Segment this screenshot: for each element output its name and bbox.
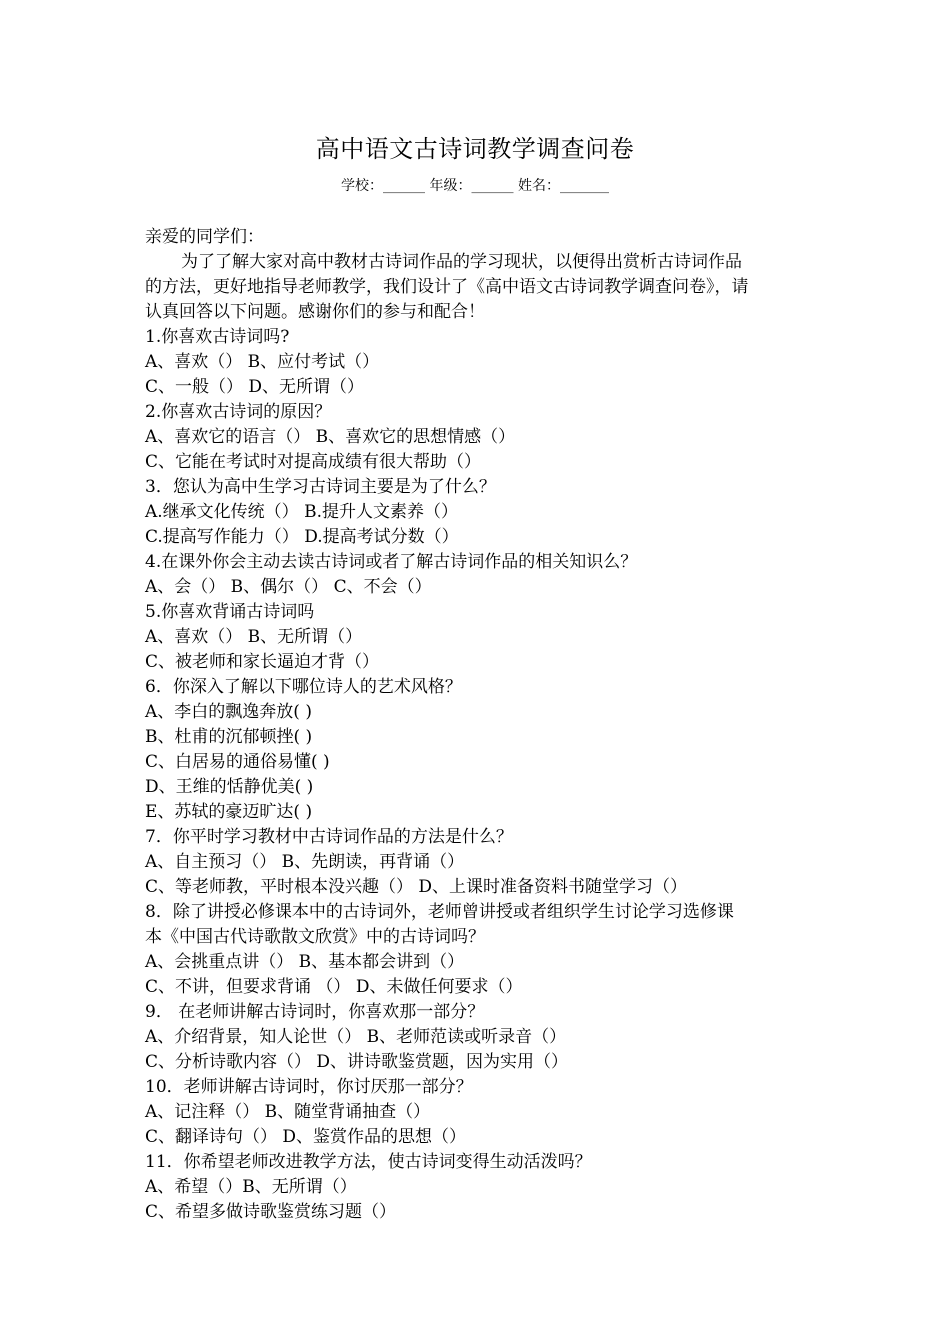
question-5: 5.你喜欢背诵古诗词吗 xyxy=(145,602,315,622)
option-line: E、苏轼的豪迈旷达( ) xyxy=(145,802,313,822)
option-line: A、李白的飘逸奔放( ) xyxy=(145,702,312,722)
options-line: C.提高写作能力（） D.提高考试分数（） xyxy=(145,527,459,547)
options-line: C、分析诗歌内容（） D、讲诗歌鉴赏题，因为实用（） xyxy=(145,1052,569,1072)
question-1: 1.你喜欢古诗词吗? xyxy=(145,327,290,347)
intro-line: 认真回答以下问题。感谢你们的参与和配合！ xyxy=(145,302,485,322)
question-6: 6．你深入了解以下哪位诗人的艺术风格？ xyxy=(145,677,462,697)
question-8: 8．除了讲授必修课本中的古诗词外，老师曾讲授或者组织学生讨论学习选修课 xyxy=(145,902,734,922)
question-11: 11．你希望老师改进教学方法，使古诗词变得生动活泼吗？ xyxy=(145,1152,592,1172)
options-line: C、一般（） D、无所谓（） xyxy=(145,377,365,397)
intro-line: 的方法，更好地指导老师教学，我们设计了《高中语文古诗词教学调查问卷》，请 xyxy=(145,277,749,297)
option-line: C、白居易的通俗易懂( ) xyxy=(145,752,330,772)
options-line: C、它能在考试时对提高成绩有很大帮助（） xyxy=(145,452,482,472)
option-line: D、王维的恬静优美( ) xyxy=(145,777,314,797)
intro-line: 为了了解大家对高中教材古诗词作品的学习现状，以便得出赏析古诗词作品 xyxy=(181,252,742,272)
greeting: 亲爱的同学们： xyxy=(145,227,264,247)
question-2: 2.你喜欢古诗词的原因？ xyxy=(145,402,332,422)
question-3: 3．您认为高中生学习古诗词主要是为了什么？ xyxy=(145,477,496,497)
question-9: 9． 在老师讲解古诗词时，你喜欢那一部分？ xyxy=(145,1002,485,1022)
options-line: C、希望多做诗歌鉴赏练习题（） xyxy=(145,1202,397,1222)
question-4: 4.在课外你会主动去读古诗词或者了解古诗词作品的相关知识么？ xyxy=(145,552,638,572)
options-line: A、介绍背景，知人论世（） B、老师范读或听录音（） xyxy=(145,1027,567,1047)
option-line: B、杜甫的沉郁顿挫( ) xyxy=(145,727,313,747)
options-line: A.继承文化传统（） B.提升人文素养（） xyxy=(145,502,458,522)
options-line: C、被老师和家长逼迫才背（） xyxy=(145,652,380,672)
options-line: A、会挑重点讲（） B、基本都会讲到（） xyxy=(145,952,465,972)
options-line: A、喜欢（） B、无所谓（） xyxy=(145,627,363,647)
options-line: A、喜欢（） B、应付考试（） xyxy=(145,352,380,372)
page-title: 高中语文古诗词教学调查问卷 xyxy=(315,135,635,163)
options-line: A、希望（）B、无所谓（） xyxy=(145,1177,357,1197)
questionnaire-body xyxy=(145,225,810,1225)
options-line: A、会（） B、偶尔（） C、不会（） xyxy=(145,577,432,597)
options-line: A、自主预习（） B、先朗读，再背诵（） xyxy=(145,852,465,872)
options-line: A、记注释（） B、随堂背诵抽查（） xyxy=(145,1102,431,1122)
options-line: C、不讲，但要求背诵 （） D、未做任何要求（） xyxy=(145,977,523,997)
question-10: 10．老师讲解古诗词时，你讨厌那一部分？ xyxy=(145,1077,473,1097)
question-8-continued: 本《中国古代诗歌散文欣赏》中的古诗词吗？ xyxy=(145,927,485,947)
options-line: A、喜欢它的语言（） B、喜欢它的思想情感（） xyxy=(145,427,516,447)
options-line: C、翻译诗句（） D、鉴赏作品的思想（） xyxy=(145,1127,467,1147)
student-info-fields: 学校：______ 年级：______ 姓名：_______ xyxy=(341,178,609,194)
options-line: C、等老师教，平时根本没兴趣（） D、上课时准备资料书随堂学习（） xyxy=(145,877,688,897)
question-7: 7．你平时学习教材中古诗词作品的方法是什么？ xyxy=(145,827,513,847)
